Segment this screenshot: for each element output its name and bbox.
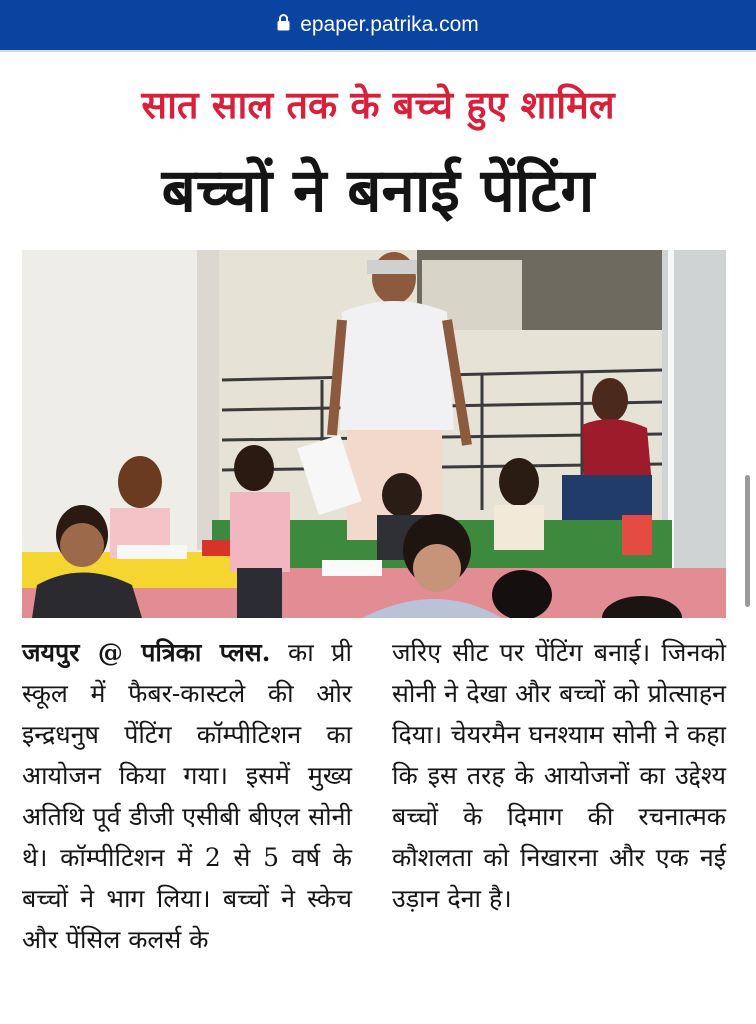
lock-icon xyxy=(277,13,290,37)
article-dateline: जयपुर @ पत्रिका प्लस. xyxy=(22,638,271,667)
article-headline: बच्चों ने बनाई पेंटिंग xyxy=(161,156,595,226)
url-bar-divider xyxy=(0,50,756,52)
article-kicker: सात साल तक के बच्चे हुए शामिल xyxy=(141,83,615,127)
browser-url-bar[interactable] xyxy=(0,0,756,50)
url-text[interactable]: epaper.patrika.com xyxy=(300,13,479,36)
article-column-1-text: का प्री स्कूल में फैबर-कास्टले की ओर इन्द्रधनुष पेंटिंग कॉम्पीटिशन का आयोजन किया गया। इसमें मुख्य अतिथि पूर्व डीजी एसीबी बीएल सोनी थे। कॉम्पीटिशन में 2 से 5 वर्ष के बच्चों ने भाग लिया। बच्चों ने स्केच और पेंसिल कलर्स के xyxy=(22,638,352,954)
page-scrollbar[interactable] xyxy=(745,475,750,607)
article-column-2: जरिए सीट पर पेंटिंग बनाई। जिनको सोनी ने देखा और बच्चों को प्रोत्साहन दिया। चेयरमैन घनश्याम सोनी ने कहा कि इस तरह के आयोजनों का उद्देश्य बच्चों के दिमाग की रचनात्मक कौशलता को निखारना और एक नई उड़ान देना है। xyxy=(392,638,726,913)
article-column-1 xyxy=(22,632,352,960)
article-photo xyxy=(22,250,726,618)
